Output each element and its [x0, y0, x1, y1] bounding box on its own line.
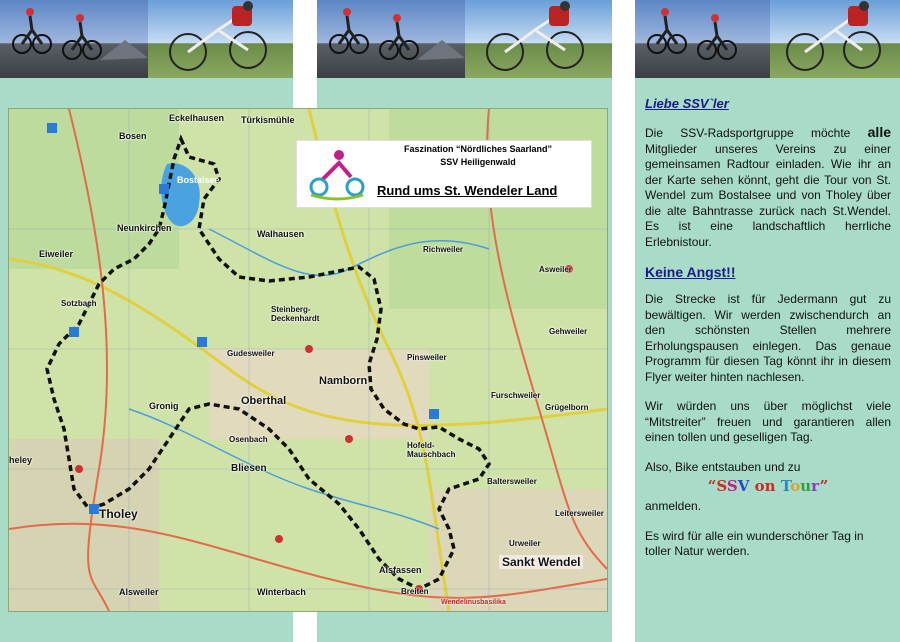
map-label-breiten: Breiten — [401, 587, 429, 596]
map-label-richweiler: Richweiler — [423, 245, 464, 254]
slogan-letter-u: u — [800, 477, 812, 495]
photo-strip-left — [0, 0, 293, 78]
map-label-wendelinusbasilika: Wendelinusbasilika — [441, 599, 506, 606]
register-text: anmelden. — [645, 499, 702, 513]
map-title-box — [296, 140, 592, 208]
map-label-asweiler: Asweiler — [539, 265, 572, 274]
map-label-pinsweiler: Pinsweiler — [407, 353, 447, 362]
slogan-letter-r: r — [811, 477, 820, 495]
intro-text-a: Die SSV-Radsportgruppe möchte — [645, 126, 868, 140]
slogan-letter-v: V — [737, 477, 750, 495]
map-label-neunkirchen: Neunkirchen — [117, 223, 172, 233]
map-label-walhausen: Walhausen — [257, 229, 305, 239]
map-label-sotzbach: Sotzbach — [61, 299, 97, 308]
intro-paragraph — [645, 125, 891, 250]
map-label-winterbach: Winterbach — [257, 587, 306, 597]
map-label-leitersweiler: Leitersweiler — [555, 509, 604, 518]
cyclists-illustration — [317, 0, 465, 78]
rider-illustration — [465, 0, 612, 78]
call-to-action: Also, Bike entstauben und zu — [645, 459, 801, 474]
map-label-eckelhausen: Eckelhausen — [169, 113, 225, 123]
map-label-gronig: Gronig — [149, 401, 179, 411]
cyclists-illustration — [635, 0, 770, 78]
map-label-urweiler: Urweiler — [509, 539, 541, 548]
map-label-sankt-wendel: Sankt Wendel — [499, 555, 583, 569]
no-fear-heading: Keine Angst!! — [645, 264, 736, 280]
intro-text-bold: alle — [867, 124, 891, 140]
map-label-gehweiler: Gehweiler — [549, 327, 588, 336]
map-label-gudesweiler: Gudesweiler — [227, 349, 275, 358]
map-label-alsfassen: Alsfassen — [379, 565, 422, 575]
map-label-alsweiler: Alsweiler — [119, 587, 159, 597]
greeting-heading: Liebe SSV`ler — [645, 96, 729, 111]
photo-strip-right — [635, 0, 900, 78]
map-label-tuerkismuehle: Türkismühle — [241, 115, 295, 125]
slogan-letter-s2: S — [726, 477, 738, 495]
slogan-quote-open: “ — [707, 477, 717, 495]
rider-illustration — [148, 0, 293, 78]
map-label-osenbach: Osenbach — [229, 435, 268, 444]
rider-photo — [465, 0, 612, 78]
map-label-bosen: Bosen — [119, 131, 147, 141]
closing-paragraph: Es wird für alle ein wunderschöner Tag in toller Natur werden. — [645, 528, 864, 558]
map-label-oberthal: Oberthal — [241, 395, 287, 407]
map-label-namborn: Namborn — [319, 375, 368, 387]
map-label-tholey: Tholey — [99, 507, 138, 521]
cyclists-photo — [0, 0, 148, 78]
map-label-theley: heley — [9, 455, 33, 465]
map-label-furschweiler: Furschweiler — [491, 391, 541, 400]
participants-paragraph: Wir würden uns über möglichst viele “Mitstreiter” freuen und garantieren allen einen tollen und geselligen Tag. — [645, 399, 891, 444]
map-label-eiweiler: Eiweiler — [39, 249, 74, 259]
map-title-main: Rund ums St. Wendeler Land — [377, 183, 558, 198]
map-label-bostalsee: Bostalsee — [177, 175, 220, 185]
map-label-baltersweiler: Baltersweiler — [487, 477, 537, 486]
slogan-word-on: on — [749, 477, 781, 495]
slogan-letter-s1: S — [716, 477, 727, 495]
map-title-line2: SSV Heiligenwald — [440, 157, 516, 167]
rider-photo — [770, 0, 900, 78]
ssv-on-tour-slogan — [645, 477, 891, 495]
cyclists-photo — [317, 0, 465, 78]
map-label-bliesen: Bliesen — [231, 463, 267, 474]
rider-photo — [148, 0, 293, 78]
map-label-grugelborn: Grügelborn — [545, 403, 589, 412]
cyclists-illustration — [0, 0, 148, 78]
cyclists-photo — [635, 0, 770, 78]
rider-illustration — [770, 0, 900, 78]
map-title-line1: Faszination “Nördliches Saarland” — [403, 144, 553, 154]
slogan-letter-o: o — [790, 477, 801, 495]
invitation-text — [645, 96, 891, 574]
photo-strip-middle — [317, 0, 612, 78]
slogan-quote-close: ” — [819, 477, 829, 495]
route-paragraph: Die Strecke ist für Jedermann gut zu bewältigen. Wir werden zwischendurch an den schönsten Stellen mehrere Erholungspausen einlegen. Das genaue Programm für diesen Tag könnt ihr in diesem Flyer weiter hinten nachlesen. — [645, 292, 891, 384]
map-label-hofeld: Hofeld- Mauschbach — [407, 441, 456, 459]
ssv-logo-icon — [305, 147, 369, 203]
map-label-steinberg: Steinberg- Deckenhardt — [271, 305, 320, 323]
slogan-letter-t: T — [780, 477, 791, 495]
intro-text-b: Mitglieder unseres Vereins zu einer gemeinsamen Radtour einladen. Wie ihr an der Karte sehen könnt, geht die Tour von St. Wendel zum Bostalsee und von Tholey über die alte Bahntrasse zurück nach St.Wendel. Es ist eine landschaftlich herrliche Erlebnistour. — [645, 141, 891, 249]
